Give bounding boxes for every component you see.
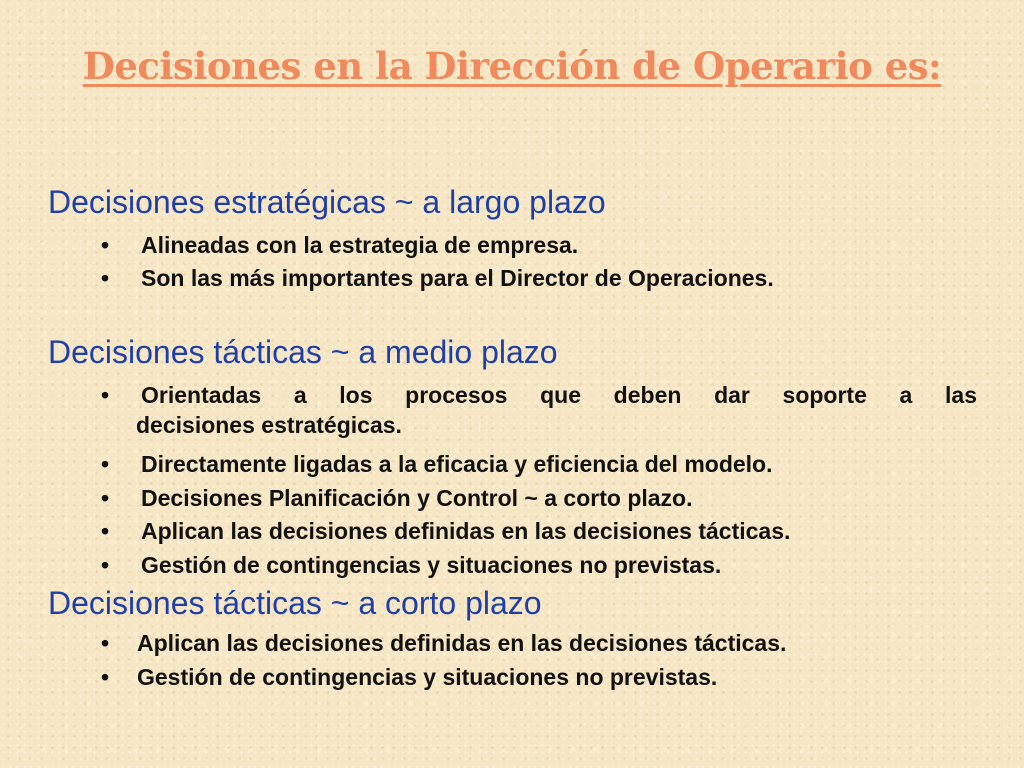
section-heading-tactical-short: Decisiones tácticas ~ a corto plazo (48, 585, 542, 621)
bullet-text: Orientadas a los procesos que deben dar soporte a las (141, 382, 977, 408)
section-heading-strategic: Decisiones estratégicas ~ a largo plazo (48, 184, 606, 220)
bullet-item (101, 550, 721, 580)
bullet-text-continuation: decisiones estratégicas. (136, 412, 402, 438)
bullet-text: Aplican las decisiones definidas en las decisiones tácticas. (141, 518, 791, 544)
bullet-text: Gestión de contingencias y situaciones no previstas. (141, 552, 722, 578)
bullet-marker: • (101, 265, 110, 291)
bullet-text: Alineadas con la estrategia de empresa. (141, 232, 579, 258)
bullet-item (101, 662, 717, 692)
bullet-item (101, 516, 790, 546)
bullet-marker: • (101, 232, 110, 258)
bullet-marker: • (101, 518, 110, 544)
bullet-text: Aplican las decisiones definidas en las decisiones tácticas. (137, 630, 787, 656)
bullet-marker: • (101, 382, 110, 408)
bullet-marker: • (101, 630, 110, 656)
bullet-text-line (101, 380, 977, 410)
bullet-marker: • (101, 485, 110, 511)
bullet-marker: • (101, 664, 110, 690)
bullet-text: Directamente ligadas a la eficacia y eficiencia del modelo. (141, 451, 773, 477)
bullet-item (101, 263, 774, 293)
bullet-item (101, 380, 977, 440)
bullet-item (101, 483, 693, 513)
bullet-item (101, 628, 786, 658)
bullet-item (101, 230, 578, 260)
bullet-text: Gestión de contingencias y situaciones no previstas. (137, 664, 718, 690)
bullet-text: Son las más importantes para el Director de Operaciones. (141, 265, 774, 291)
slide-title: Decisiones en la Dirección de Operario es: (82, 44, 942, 88)
bullet-marker: • (101, 552, 110, 578)
bullet-marker: • (101, 451, 110, 477)
bullet-item (101, 449, 773, 479)
section-heading-tactical-medium: Decisiones tácticas ~ a medio plazo (48, 334, 558, 370)
bullet-text: Decisiones Planificación y Control ~ a corto plazo. (141, 485, 693, 511)
